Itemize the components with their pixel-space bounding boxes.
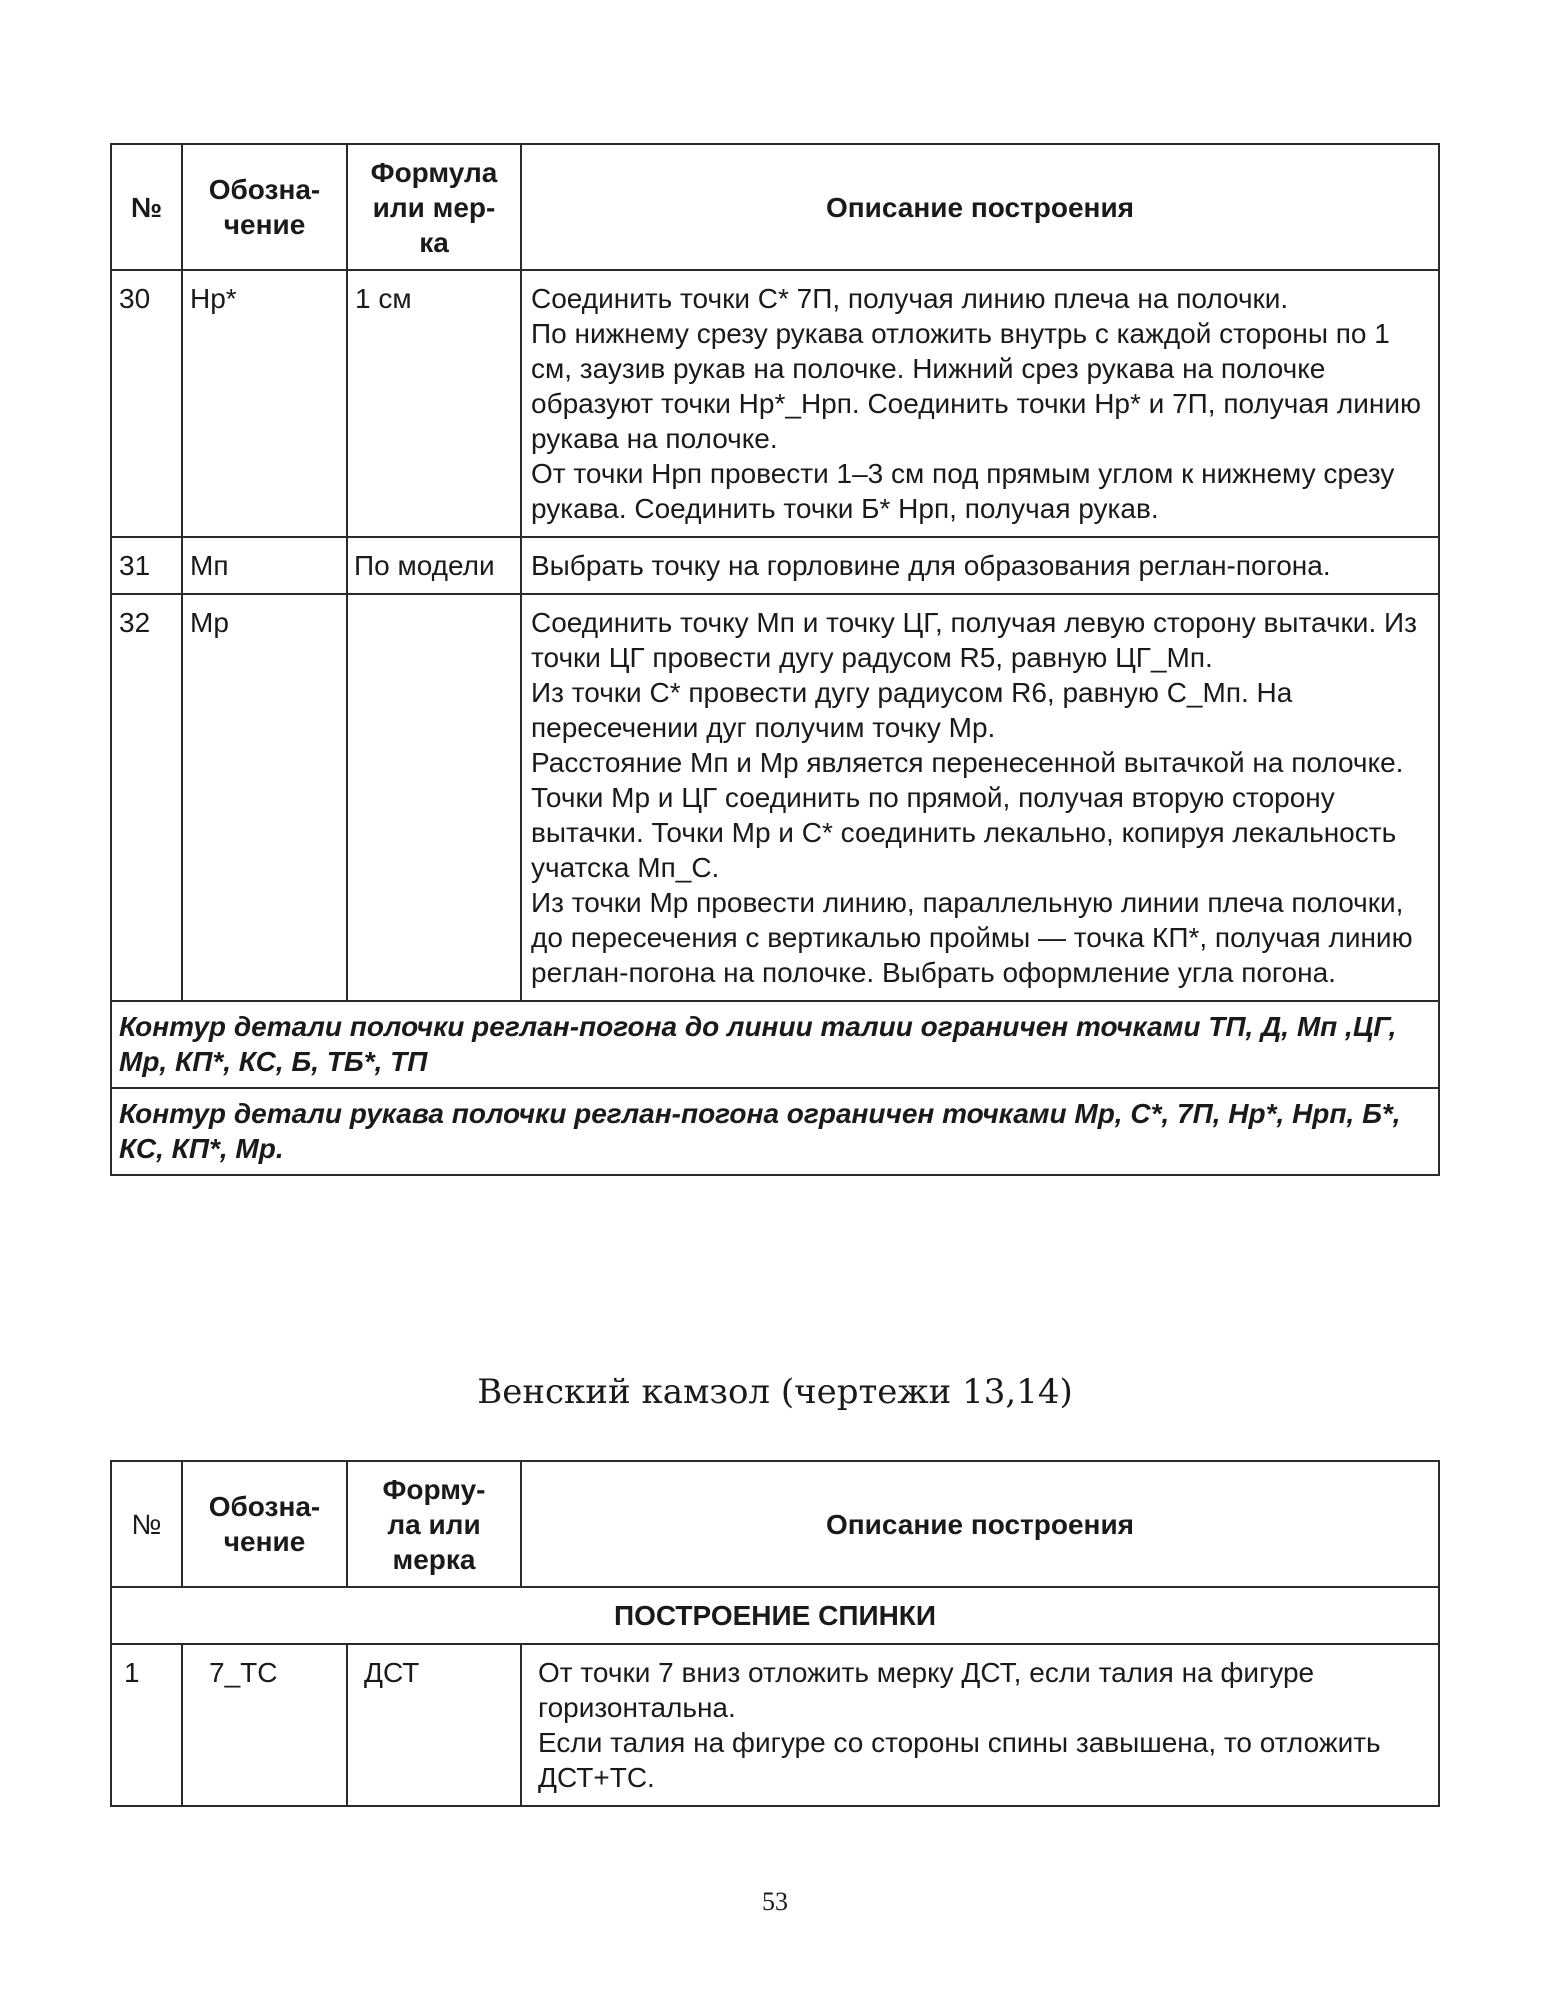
row-formula: По модели — [347, 537, 521, 594]
row-description — [521, 594, 1439, 1001]
row-designation: 7_ТС — [182, 1644, 347, 1806]
header-formula: Форму- ла или мерка — [347, 1461, 521, 1587]
description-paragraph: Из точки С* провести дугу радиусом R6, равную С_Мп. На пересечении дуг получим точку Мр. — [531, 677, 1293, 743]
row-designation: Мп — [182, 537, 347, 594]
construction-table-1 — [110, 143, 1440, 1176]
description-paragraph: Расстояние Мп и Мр является перенесенной вытачкой на полочке. — [531, 747, 1404, 778]
row-description — [521, 270, 1439, 537]
table-row — [111, 594, 1439, 1001]
row-description — [521, 537, 1439, 594]
row-num: 32 — [111, 594, 182, 1001]
description-paragraph: Из точки Мр провести линию, параллельную линии плеча полочки, до пересечения с вертикалью проймы — точка КП*, получая линию реглан-погона на полочке. Выбрать оформление угла погона. — [531, 887, 1413, 988]
section-row-label: ПОСТРОЕНИЕ СПИНКИ — [111, 1587, 1439, 1644]
description-paragraph: Если талия на фигуре со стороны спины завышена, то отложить ДСТ+ТС. — [538, 1727, 1381, 1793]
table-header-row — [111, 1461, 1439, 1587]
page-number: 53 — [762, 1887, 788, 1916]
header-num: № — [111, 1461, 182, 1587]
section-title: Венский камзол (чертежи 13,14) — [477, 1372, 1073, 1412]
description-paragraph: От точки 7 вниз отложить мерку ДСТ, если талия на фигуре горизонтальна. — [538, 1657, 1315, 1723]
row-num: 31 — [111, 537, 182, 594]
header-description: Описание построения — [521, 1461, 1439, 1587]
row-formula: ДСТ — [347, 1644, 521, 1806]
summary-row — [111, 1001, 1439, 1088]
row-description — [521, 1644, 1439, 1806]
header-formula: Формула или мер- ка — [347, 144, 521, 270]
header-num: № — [111, 144, 182, 270]
description-paragraph: Точки Мр и ЦГ соединить по прямой, получая вторую сторону вытачки. Точки Мр и С* соединить лекально, копируя лекальность учатска Мп_С. — [531, 782, 1397, 883]
table-row — [111, 537, 1439, 594]
description-paragraph: По нижнему срезу рукава отложить внутрь с каждой стороны по 1 см, заузив рукав на полочке. Нижний срез рукава на полочке образуют точки Нр*_Нрп. Соединить точки Нр* и 7П, получая линию рукава на полочке. — [531, 318, 1421, 454]
description-paragraph: Выбрать точку на горловине для образования реглан-погона. — [531, 550, 1331, 581]
description-paragraph: Соединить точки С* 7П, получая линию плеча на полочки. — [531, 283, 1289, 314]
header-description: Описание построения — [521, 144, 1439, 270]
summary-text: Контур детали рукава полочки реглан-погона ограничен точками Мр, С*, 7П, Нр*, Нрп, Б*, КС, КП*, Мр. — [111, 1088, 1439, 1175]
table-header-row — [111, 144, 1439, 270]
row-formula: 1 см — [347, 270, 521, 537]
construction-table-2 — [110, 1460, 1440, 1807]
header-designation: Обозна- чение — [182, 144, 347, 270]
section-row — [111, 1587, 1439, 1644]
description-paragraph: От точки Нрп провести 1–3 см под прямым углом к нижнему срезу рукава. Соединить точки Б* Нрп, получая рукав. — [531, 458, 1395, 524]
description-paragraph: Соединить точку Мп и точку ЦГ, получая левую сторону вытачки. Из точки ЦГ провести дугу радусом R5, равную ЦГ_Мп. — [531, 607, 1417, 673]
summary-text: Контур детали полочки реглан-погона до линии талии ограничен точками ТП, Д, Мп ,ЦГ, Мр, КП*, КС, Б, ТБ*, ТП — [111, 1001, 1439, 1088]
row-designation: Нр* — [182, 270, 347, 537]
row-num: 30 — [111, 270, 182, 537]
header-designation: Обозна- чение — [182, 1461, 347, 1587]
table-row — [111, 270, 1439, 537]
row-formula — [347, 594, 521, 1001]
table-row — [111, 1644, 1439, 1806]
row-num: 1 — [111, 1644, 182, 1806]
summary-row — [111, 1088, 1439, 1175]
row-designation: Мр — [182, 594, 347, 1001]
